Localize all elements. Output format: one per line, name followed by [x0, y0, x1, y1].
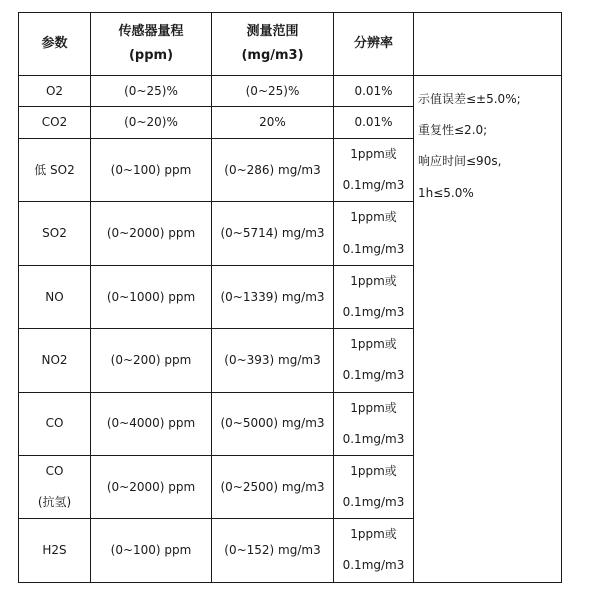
- header-measure-range: [212, 13, 334, 76]
- param-cell: O2: [19, 76, 91, 107]
- sensor-range-cell: (0~25)%: [91, 76, 212, 107]
- resolution-line2: 0.1mg/m3: [342, 368, 405, 383]
- param-cell: [19, 455, 91, 518]
- header-notes-blank: [414, 13, 562, 76]
- resolution-cell: [334, 455, 414, 518]
- resolution-cell: [334, 519, 414, 582]
- sensor-range-cell: (0~4000) ppm: [91, 392, 212, 455]
- param-line2: (抗氢): [37, 495, 72, 510]
- header-measure-range-line1: 测量范围: [246, 23, 299, 39]
- notes-cell: [414, 76, 562, 583]
- header-measure-range-line2: (mg/m3): [241, 48, 304, 63]
- measure-range-cell: (0~25)%: [212, 76, 334, 107]
- param-line1: CO: [45, 463, 64, 478]
- param-cell: 低 SO2: [19, 139, 91, 202]
- resolution-line1: 1ppm或: [350, 273, 397, 288]
- sensor-range-cell: (0~200) ppm: [91, 329, 212, 392]
- measure-range-cell: (0~152) mg/m3: [212, 519, 334, 582]
- sensor-range-cell: (0~2000) ppm: [91, 202, 212, 265]
- resolution-line2: 0.1mg/m3: [342, 178, 405, 193]
- measure-range-cell: (0~1339) mg/m3: [212, 265, 334, 328]
- resolution-line1: 1ppm或: [350, 400, 397, 415]
- resolution-cell: [334, 202, 414, 265]
- spec-table: [18, 12, 562, 583]
- resolution-line2: 0.1mg/m3: [342, 304, 405, 319]
- resolution-cell: 0.01%: [334, 107, 414, 139]
- measure-range-cell: 20%: [212, 107, 334, 139]
- sensor-range-cell: (0~2000) ppm: [91, 455, 212, 518]
- resolution-line1: 1ppm或: [350, 147, 397, 161]
- note-error: 示值误差≤±5.0%;: [418, 92, 521, 106]
- param-cell: CO2: [19, 107, 91, 139]
- resolution-line1: 1ppm或: [350, 210, 397, 225]
- note-repeatability: 重复性≤2.0;: [418, 123, 488, 138]
- resolution-cell: [334, 329, 414, 392]
- param-cell: SO2: [19, 202, 91, 265]
- param-cell: NO2: [19, 329, 91, 392]
- resolution-cell: [334, 139, 414, 202]
- resolution-line2: 0.1mg/m3: [342, 495, 405, 510]
- header-sensor-range: [91, 13, 212, 76]
- measure-range-cell: (0~393) mg/m3: [212, 329, 334, 392]
- resolution-line2: 0.1mg/m3: [342, 431, 405, 446]
- note-response: 响应时间≤90s, 1h≤5.0%: [418, 154, 502, 200]
- header-sensor-range-line1: 传感器量程: [118, 23, 184, 39]
- sensor-range-cell: (0~20)%: [91, 107, 212, 139]
- resolution-line2: 0.1mg/m3: [342, 241, 405, 256]
- param-cell: H2S: [19, 519, 91, 582]
- sensor-range-cell: (0~100) ppm: [91, 519, 212, 582]
- header-param: 参数: [19, 13, 91, 76]
- table-row: [19, 76, 562, 107]
- resolution-line1: 1ppm或: [350, 527, 397, 542]
- measure-range-cell: (0~5000) mg/m3: [212, 392, 334, 455]
- resolution-cell: [334, 265, 414, 328]
- resolution-cell: 0.01%: [334, 76, 414, 107]
- header-row: [19, 13, 562, 76]
- header-resolution: 分辨率: [334, 13, 414, 76]
- param-cell: NO: [19, 265, 91, 328]
- resolution-line1: 1ppm或: [350, 337, 397, 352]
- measure-range-cell: (0~2500) mg/m3: [212, 455, 334, 518]
- measure-range-cell: (0~286) mg/m3: [212, 139, 334, 202]
- resolution-line1: 1ppm或: [350, 463, 397, 478]
- sensor-range-cell: (0~1000) ppm: [91, 265, 212, 328]
- sensor-range-cell: (0~100) ppm: [91, 139, 212, 202]
- resolution-line2: 0.1mg/m3: [342, 558, 405, 573]
- measure-range-cell: (0~5714) mg/m3: [212, 202, 334, 265]
- param-cell: CO: [19, 392, 91, 455]
- resolution-cell: [334, 392, 414, 455]
- header-sensor-range-line2: (ppm): [128, 48, 174, 63]
